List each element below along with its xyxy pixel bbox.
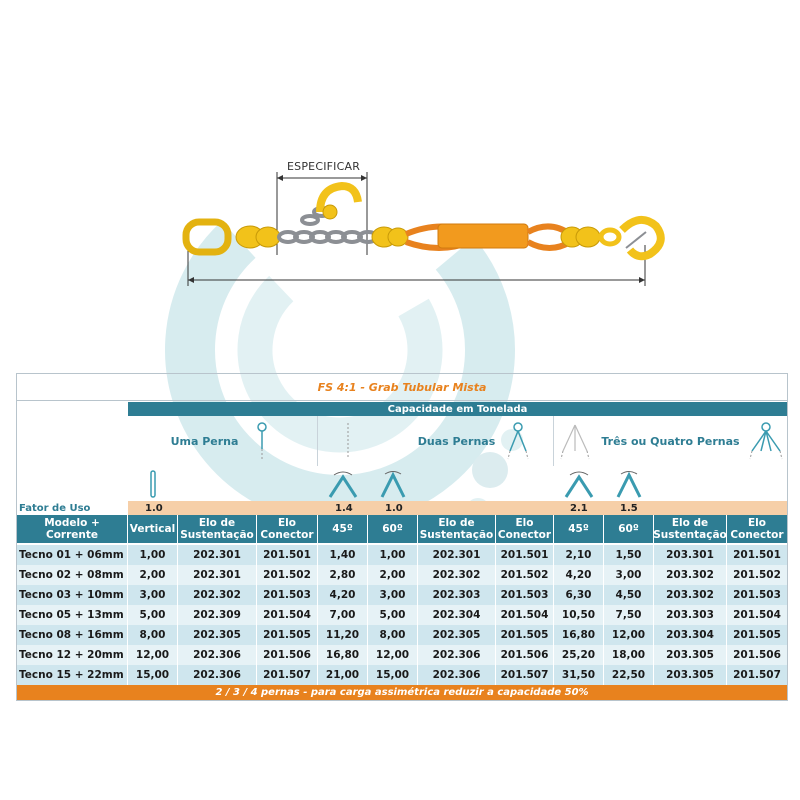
angle-60-icon <box>376 469 410 499</box>
col-header-modelo: Modelo + Corrente <box>17 515 128 543</box>
group-duas-pernas <box>318 416 554 466</box>
table-row-model: Tecno 15 + 22mm <box>17 665 128 685</box>
table-cell: 201.504 <box>496 605 554 625</box>
col-header-vertical: Vertical <box>128 515 178 543</box>
table-cell: 202.304 <box>418 605 496 625</box>
factor-tres-45: 2.1 <box>570 502 588 514</box>
table-cell: 11,20 <box>318 625 368 645</box>
table-cell: 6,30 <box>554 585 604 605</box>
table-cell: 2,00 <box>128 565 178 585</box>
factor-duas-60: 1.0 <box>385 502 403 514</box>
table-cell: 202.306 <box>178 645 257 665</box>
angle-60-icon <box>612 469 646 499</box>
table-row-model: Tecno 02 + 08mm <box>17 565 128 585</box>
table-row-model: Tecno 05 + 13mm <box>17 605 128 625</box>
col-header-45: 45º <box>318 515 368 543</box>
angle-45-icon <box>562 469 596 499</box>
table-cell: 4,50 <box>604 585 654 605</box>
angle-marker-icon <box>338 421 358 461</box>
table-cell: 203.303 <box>654 605 727 625</box>
table-cell: 3,00 <box>368 585 418 605</box>
table-cell: 1,00 <box>128 545 178 565</box>
table-cell: 12,00 <box>368 645 418 665</box>
table-cell: 201.501 <box>257 545 318 565</box>
tres-60-icon-cell <box>604 466 654 501</box>
col-header-elo-sustentacao: Elo de Sustentação <box>178 515 257 543</box>
tres-45-icon-cell <box>554 466 604 501</box>
table-row-model: Tecno 12 + 20mm <box>17 645 128 665</box>
duas-45-icon-cell <box>318 466 368 501</box>
group-duas-pernas-label: Duas Pernas <box>417 434 496 448</box>
col-header-60: 60º <box>368 515 418 543</box>
table-cell: 2,00 <box>368 565 418 585</box>
table-cell: 201.503 <box>727 585 787 605</box>
table-cell: 202.302 <box>418 565 496 585</box>
four-leg-icon <box>746 421 786 461</box>
factor-tres-60: 1.5 <box>620 502 638 514</box>
table-cell: 2,10 <box>554 545 604 565</box>
table-row-model: Tecno 01 + 06mm <box>17 545 128 565</box>
table-cell: 203.304 <box>654 625 727 645</box>
table-cell: 3,00 <box>604 565 654 585</box>
col-header-60: 60º <box>604 515 654 543</box>
table-cell: 202.302 <box>178 585 257 605</box>
table-cell: 202.301 <box>178 545 257 565</box>
table-cell: 201.502 <box>496 565 554 585</box>
factor-strip <box>128 501 787 515</box>
three-leg-small-icon <box>555 421 595 461</box>
table-cell: 8,00 <box>128 625 178 645</box>
table-cell: 1,40 <box>318 545 368 565</box>
table-title: FS 4:1 - Grab Tubular Mista <box>17 374 787 401</box>
table-cell: 7,00 <box>318 605 368 625</box>
table-cell: 1,50 <box>604 545 654 565</box>
table-cell: 201.501 <box>727 545 787 565</box>
table-cell: 202.306 <box>178 665 257 685</box>
table-cell: 7,50 <box>604 605 654 625</box>
col-header-elo-conector: Elo Conector <box>496 515 554 543</box>
table-cell: 201.503 <box>496 585 554 605</box>
table-cell: 3,00 <box>128 585 178 605</box>
table-cell: 201.506 <box>257 645 318 665</box>
table-cell: 203.302 <box>654 565 727 585</box>
group-uma-perna-label: Uma Perna <box>170 434 239 448</box>
table-cell: 5,00 <box>128 605 178 625</box>
group-uma-perna <box>128 416 318 466</box>
table-cell: 202.301 <box>418 545 496 565</box>
table-cell: 15,00 <box>128 665 178 685</box>
table-cell: 202.303 <box>418 585 496 605</box>
table-cell: 201.505 <box>257 625 318 645</box>
table-cell: 18,00 <box>604 645 654 665</box>
table-row-model: Tecno 03 + 10mm <box>17 585 128 605</box>
table-cell: 202.301 <box>178 565 257 585</box>
table-cell: 201.505 <box>496 625 554 645</box>
two-leg-icon <box>503 421 533 461</box>
sling-illustration <box>170 150 690 300</box>
table-cell: 201.506 <box>727 645 787 665</box>
group-tres-quatro-pernas <box>554 416 787 466</box>
table-cell: 201.507 <box>727 665 787 685</box>
table-cell: 16,80 <box>554 625 604 645</box>
angle-45-icon <box>326 469 360 499</box>
table-cell: 4,20 <box>318 585 368 605</box>
table-cell: 201.506 <box>496 645 554 665</box>
capacity-table <box>16 373 788 701</box>
table-cell: 203.305 <box>654 645 727 665</box>
specify-label: ESPECIFICAR <box>287 160 361 173</box>
table-cell: 201.507 <box>496 665 554 685</box>
table-cell: 203.302 <box>654 585 727 605</box>
col-header-elo-sustentacao: Elo de Sustentação <box>653 517 727 541</box>
duas-60-icon-cell <box>368 466 418 501</box>
table-cell: 2,80 <box>318 565 368 585</box>
table-cell: 21,00 <box>318 665 368 685</box>
table-cell: 202.306 <box>418 645 496 665</box>
table-cell: 12,00 <box>604 625 654 645</box>
factor-label: Fator de Uso <box>19 502 91 514</box>
table-cell: 4,20 <box>554 565 604 585</box>
table-cell: 201.502 <box>257 565 318 585</box>
table-cell: 5,00 <box>368 605 418 625</box>
table-cell: 202.309 <box>178 605 257 625</box>
col-header-elo-conector: Elo Conector <box>257 515 318 543</box>
table-cell: 201.504 <box>257 605 318 625</box>
factor-duas-45: 1.4 <box>335 502 353 514</box>
table-cell: 201.503 <box>257 585 318 605</box>
table-cell: 201.504 <box>727 605 787 625</box>
group-tres-quatro-pernas-label: Três ou Quatro Pernas <box>601 434 740 448</box>
vertical-angle-icon <box>148 469 158 499</box>
table-cell: 202.305 <box>418 625 496 645</box>
table-row-model: Tecno 08 + 16mm <box>17 625 128 645</box>
vertical-angle-icon-cell <box>128 466 178 501</box>
table-cell: 203.305 <box>654 665 727 685</box>
table-cell: 202.305 <box>178 625 257 645</box>
table-footer-note: 2 / 3 / 4 pernas - para carga assimétrica reduzir a capacidade 50% <box>17 685 787 700</box>
table-cell: 201.505 <box>727 625 787 645</box>
table-cell: 16,80 <box>318 645 368 665</box>
col-header-elo-sustentacao: Elo de Sustentação <box>418 515 496 543</box>
table-cell: 25,20 <box>554 645 604 665</box>
table-cell: 202.306 <box>418 665 496 685</box>
table-cell: 1,00 <box>368 545 418 565</box>
table-cell: 201.507 <box>257 665 318 685</box>
capacity-header: Capacidade em Tonelada <box>128 402 787 416</box>
table-cell: 8,00 <box>368 625 418 645</box>
table-cell: 10,50 <box>554 605 604 625</box>
factor-vertical: 1.0 <box>145 502 163 514</box>
single-leg-icon <box>250 421 274 461</box>
table-cell: 22,50 <box>604 665 654 685</box>
table-cell: 31,50 <box>554 665 604 685</box>
col-header-45: 45º <box>554 515 604 543</box>
table-cell: 203.301 <box>654 545 727 565</box>
col-header-elo-conector: Elo Conector <box>727 515 787 543</box>
table-cell: 12,00 <box>128 645 178 665</box>
table-cell: 15,00 <box>368 665 418 685</box>
table-cell: 201.502 <box>727 565 787 585</box>
table-cell: 201.501 <box>496 545 554 565</box>
